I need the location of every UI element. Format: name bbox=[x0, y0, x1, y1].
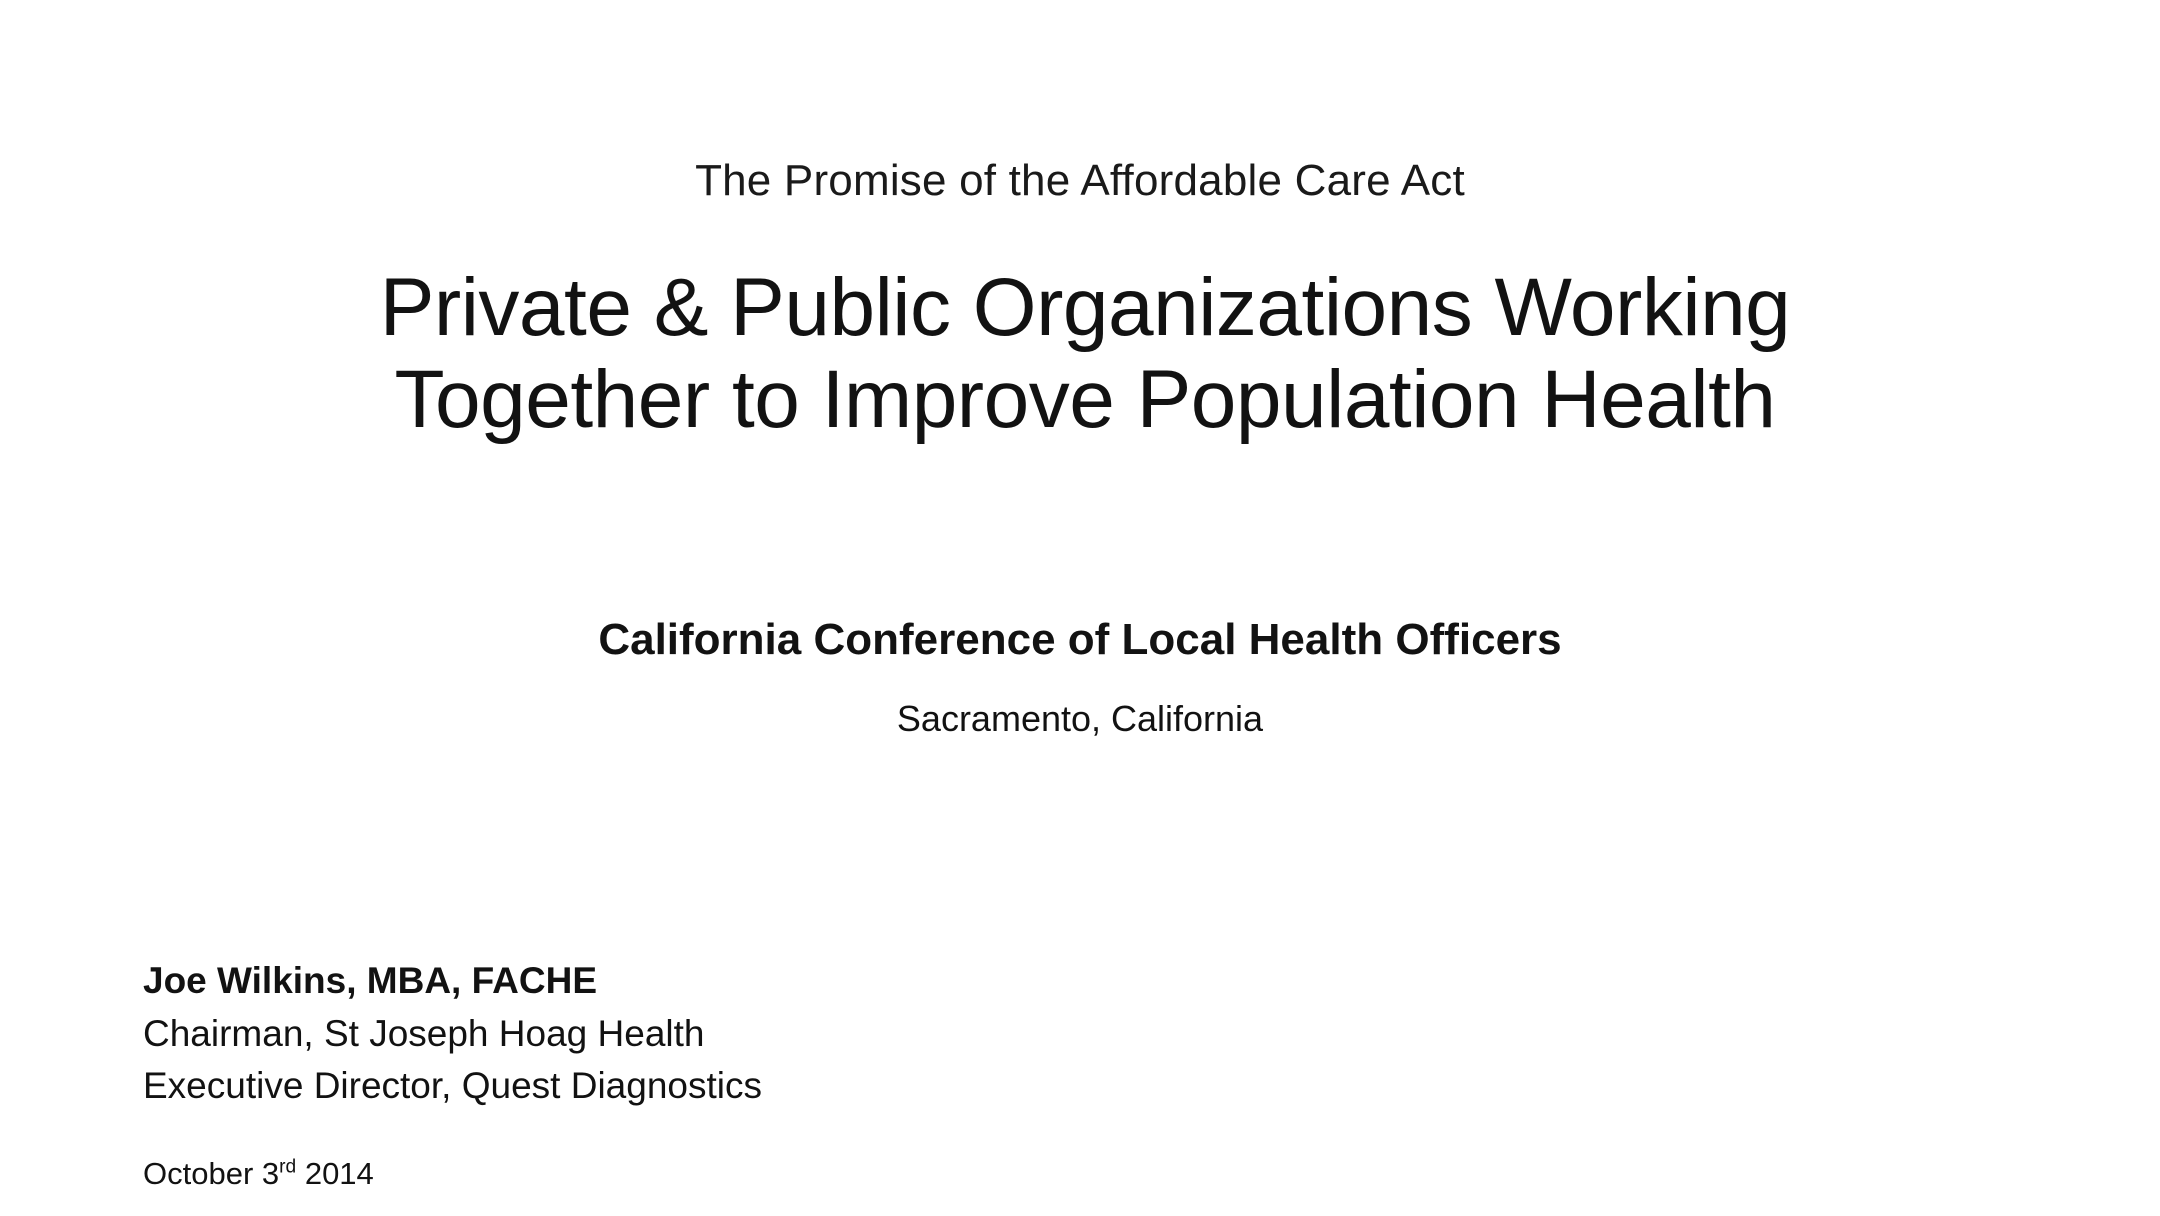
presenter-name: Joe Wilkins, MBA, FACHE bbox=[143, 960, 598, 1001]
date-ordinal-suffix: rd bbox=[279, 1156, 297, 1178]
conference-name: California Conference of Local Health Officers bbox=[598, 615, 1562, 664]
slide-title-line-2: Together to Improve Population Health bbox=[394, 353, 1776, 445]
conference-location: Sacramento, California bbox=[896, 698, 1264, 739]
presenter-role-primary: Chairman, St Joseph Hoag Health bbox=[143, 1012, 705, 1054]
slide-title bbox=[240, 262, 1930, 446]
presenter-block bbox=[143, 955, 1343, 1113]
presenter-role-secondary: Executive Director, Quest Diagnostics bbox=[143, 1065, 762, 1107]
presentation-date bbox=[143, 1155, 374, 1192]
date-year: 2014 bbox=[304, 1156, 374, 1191]
date-day: October 3 bbox=[143, 1156, 280, 1191]
slide-eyebrow: The Promise of the Affordable Care Act bbox=[695, 156, 1465, 205]
slide-title-line-1: Private & Public Organizations Working bbox=[379, 262, 1791, 353]
